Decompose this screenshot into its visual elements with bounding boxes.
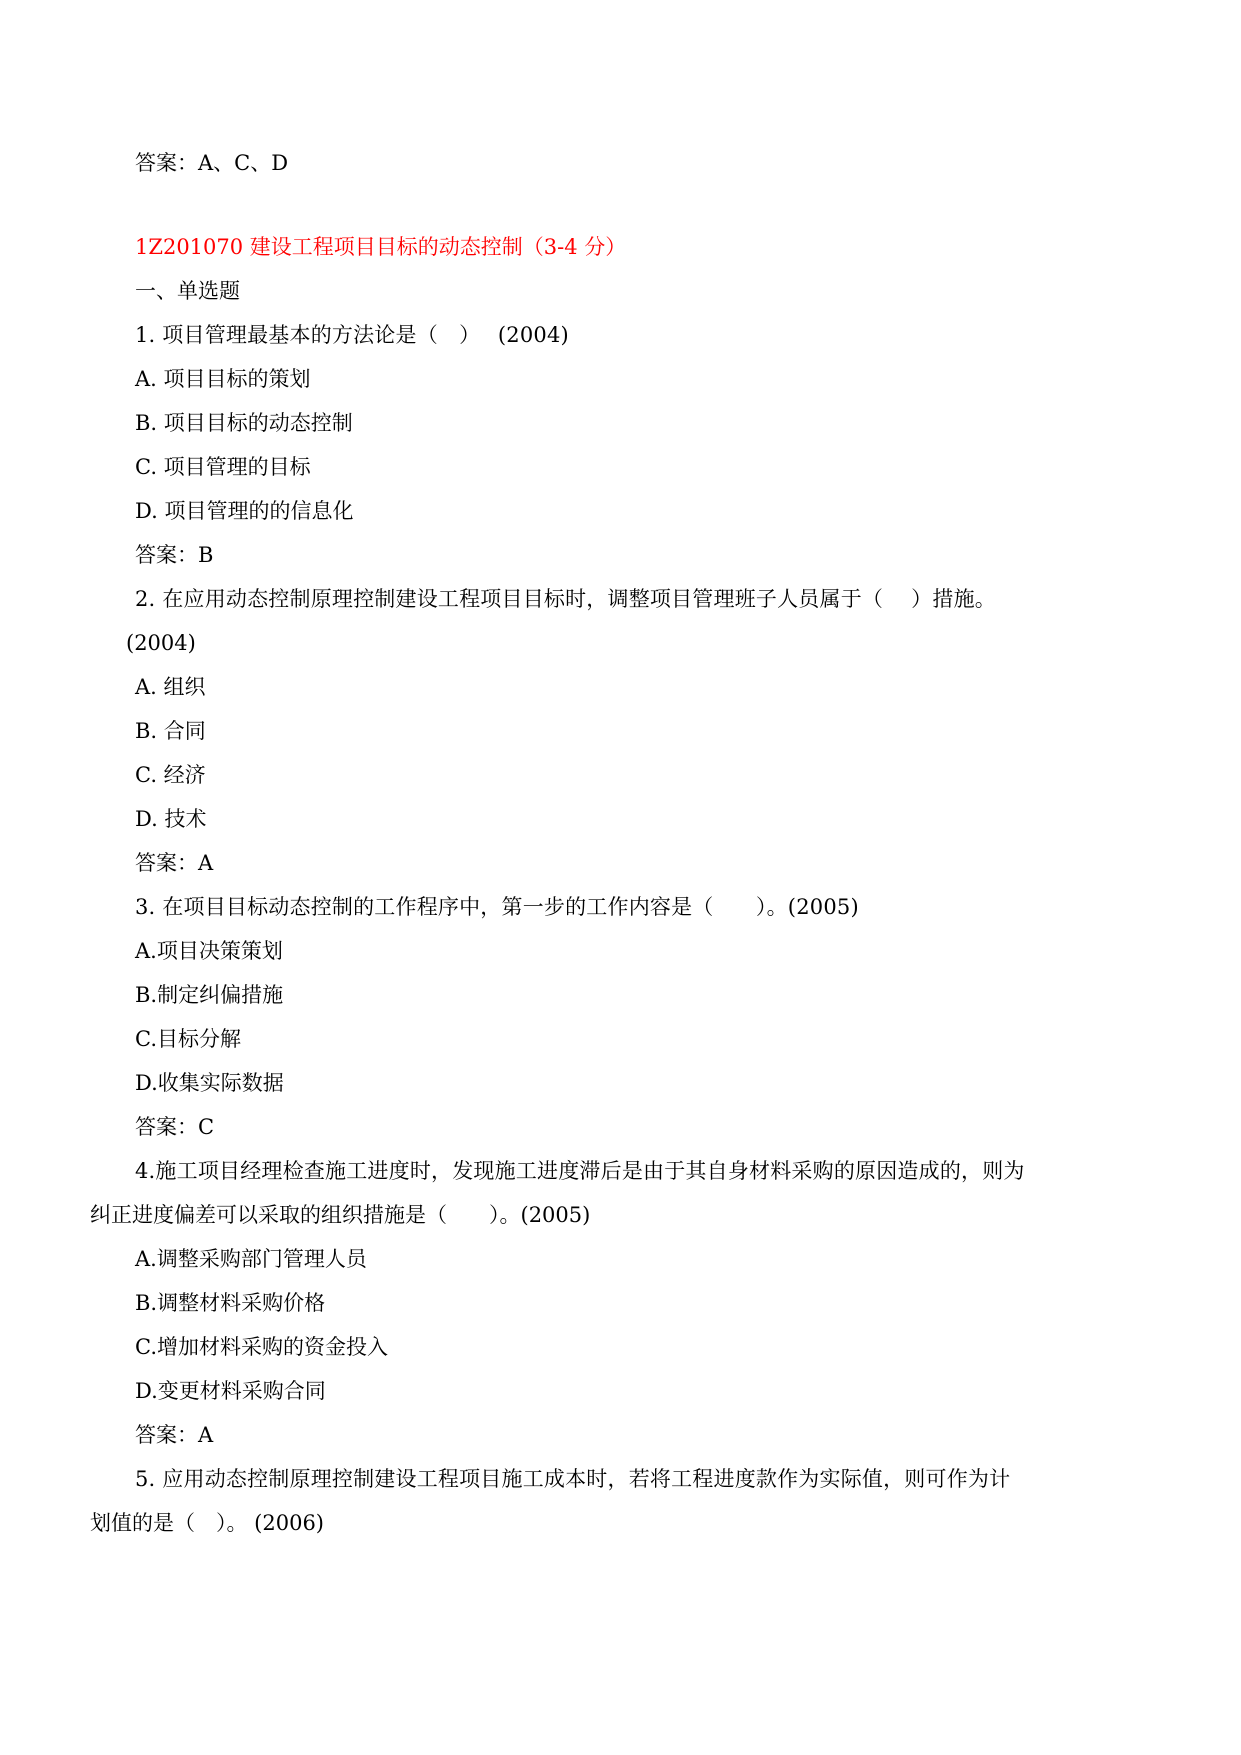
previous-answer: 答案：A、C、D [135, 151, 289, 175]
question-4-option-a: A.调整采购部门管理人员 [135, 1247, 367, 1271]
question-3-option-d: D.收集实际数据 [135, 1071, 284, 1095]
question-3-stem: 3. 在项目目标动态控制的工作程序中，第一步的工作内容是（ ）。(2005) [135, 895, 859, 919]
question-3-option-b: B.制定纠偏措施 [135, 983, 284, 1007]
question-2-option-c: C. 经济 [135, 763, 206, 787]
question-1-option-c: C. 项目管理的目标 [135, 455, 311, 479]
section-subtitle: 一、单选题 [135, 279, 240, 303]
question-1-stem: 1. 项目管理最基本的方法论是（ ） (2004) [135, 323, 569, 347]
question-4-stem-line-2: 纠正进度偏差可以采取的组织措施是（ ）。(2005) [90, 1203, 591, 1227]
question-2-stem-line-1: 2. 在应用动态控制原理控制建设工程项目目标时，调整项目管理班子人员属于（ ）措施。 [135, 587, 996, 611]
question-4-option-b: B.调整材料采购价格 [135, 1291, 326, 1315]
question-3-option-a: A.项目决策策划 [135, 939, 283, 963]
question-1-option-a: A. 项目目标的策划 [135, 367, 311, 391]
question-2-stem-line-2: (2004) [126, 631, 196, 655]
question-1-option-b: B. 项目目标的动态控制 [135, 411, 353, 435]
question-4-option-c: C.增加材料采购的资金投入 [135, 1335, 388, 1359]
question-3-option-c: C.目标分解 [135, 1027, 241, 1051]
section-title: 1Z201070 建设工程项目目标的动态控制（3-4 分） [135, 235, 627, 259]
question-4-stem-line-1: 4.施工项目经理检查施工进度时，发现施工进度滞后是由于其自身材料采购的原因造成的，则为 [135, 1159, 1025, 1183]
question-4-answer: 答案：A [135, 1423, 214, 1447]
question-2-answer: 答案：A [135, 851, 214, 875]
question-3-answer: 答案：C [135, 1115, 215, 1139]
question-5-stem-line-1: 5. 应用动态控制原理控制建设工程项目施工成本时，若将工程进度款作为实际值，则可作为计 [135, 1467, 1011, 1491]
question-2-option-d: D. 技术 [135, 807, 207, 831]
question-5-stem-line-2: 划值的是（ ）。 (2006) [90, 1511, 325, 1535]
question-1-option-d: D. 项目管理的的信息化 [135, 499, 354, 523]
question-4-option-d: D.变更材料采购合同 [135, 1379, 326, 1403]
question-1-answer: 答案：B [135, 543, 214, 567]
question-2-option-b: B. 合同 [135, 719, 206, 743]
question-2-option-a: A. 组织 [135, 675, 206, 699]
